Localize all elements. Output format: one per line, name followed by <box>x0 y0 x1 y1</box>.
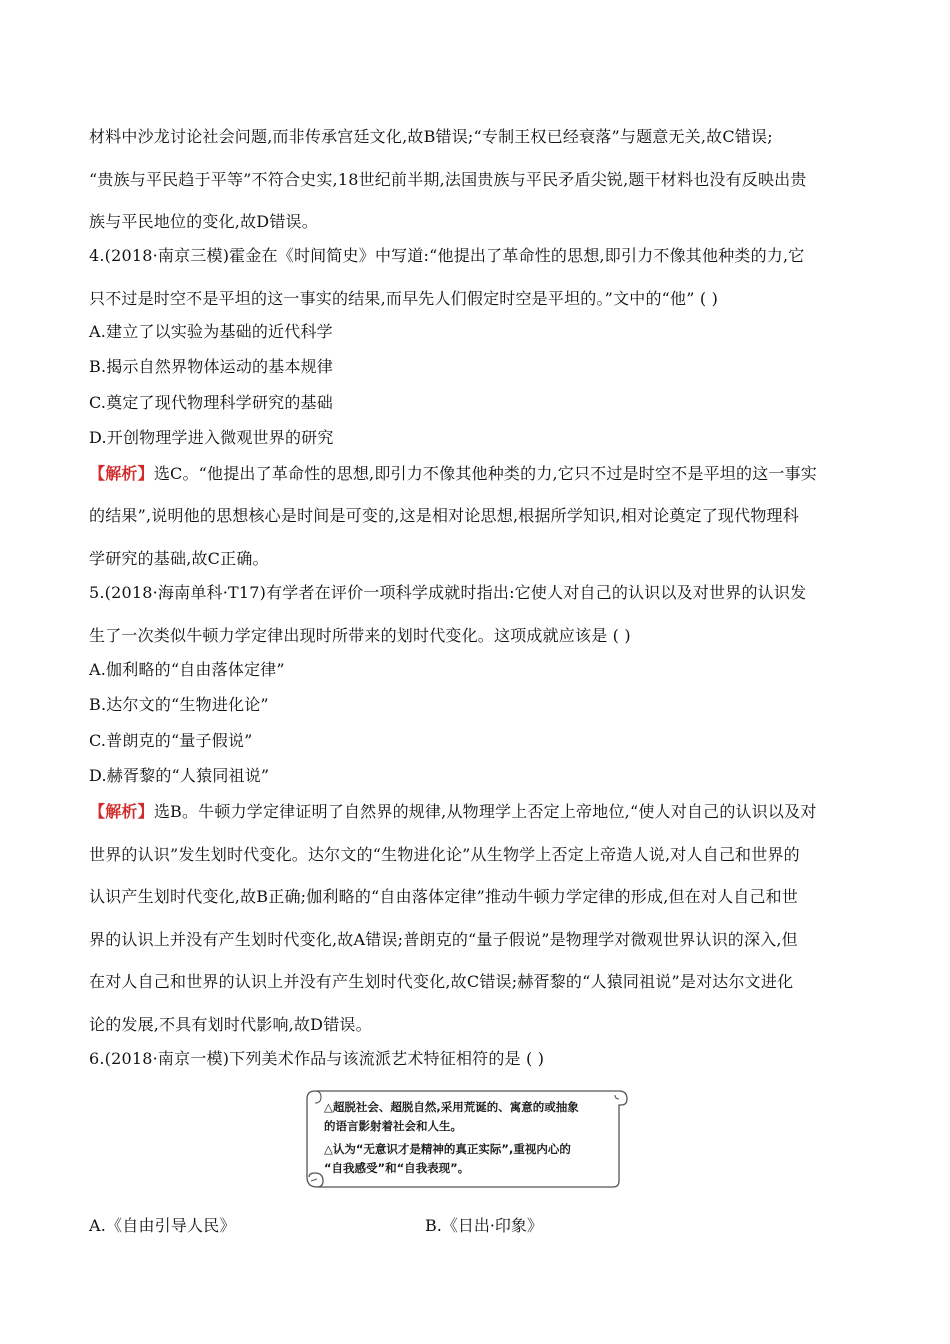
question-4-option-b: B.揭示自然界物体运动的基本规律 <box>89 357 334 376</box>
analysis-text: 选B。牛顿力学定律证明了自然界的规律,从物理学上否定上帝地位,“使人对自己的认识以及对 <box>153 802 817 821</box>
question-4-option-c: C.奠定了现代物理科学研究的基础 <box>89 393 333 412</box>
question-5-analysis <box>89 802 817 822</box>
question-5-analysis: 在对人自己和世界的认识上并没有产生划时代变化,故C错误;赫胥黎的“人猿同祖说”是对达尔文进化 <box>89 972 794 991</box>
question-5-stem: 5.(2018·海南单科·T17)有学者在评价一项科学成就时指出:它使人对自己的认识以及对世界的认识发 <box>89 583 807 602</box>
question-4-analysis: 学研究的基础,故C正确。 <box>89 549 269 568</box>
scroll-text <box>324 1098 624 1178</box>
scroll-line: △超脱社会、超脱自然,采用荒诞的、寓意的或抽象 <box>324 1100 579 1114</box>
scroll-line: △认为“无意识才是精神的真正实际”,重视内心的 <box>324 1142 571 1156</box>
scroll-banner <box>303 1085 629 1191</box>
question-5-stem: 生了一次类似牛顿力学定律出现时所带来的划时代变化。这项成就应该是 ( ) <box>89 626 631 645</box>
question-4-option-d: D.开创物理学进入微观世界的研究 <box>89 428 334 447</box>
question-4-stem: 4.(2018·南京三模)霍金在《时间简史》中写道:“他提出了革命性的思想,即引力不像其他种类的力,它 <box>89 246 805 265</box>
question-5-analysis: 认识产生划时代变化,故B正确;伽利略的“自由落体定律”推动牛顿力学定律的形成,但在对人自己和世 <box>89 887 799 906</box>
question-5-analysis: 世界的认识”发生划时代变化。达尔文的“生物进化论”从生物学上否定上帝造人说,对人自己和世界的 <box>89 845 800 864</box>
question-4-analysis: 的结果”,说明他的思想核心是时间是可变的,这是相对论思想,根据所学知识,相对论奠定了现代物理科 <box>89 506 799 525</box>
question-5-analysis: 界的认识上并没有产生划时代变化,故A错误;普朗克的“量子假说”是物理学对微观世界认识的深入,但 <box>89 930 798 949</box>
question-6-stem: 6.(2018·南京一模)下列美术作品与该流派艺术特征相符的是 ( ) <box>89 1049 545 1068</box>
question-5-option-d: D.赫胥黎的“人猿同祖说” <box>89 766 270 785</box>
analysis-text: 选C。“他提出了革命性的思想,即引力不像其他种类的力,它只不过是时空不是平坦的这一事实 <box>153 464 818 483</box>
question-5-option-c: C.普朗克的“量子假说” <box>89 731 253 750</box>
analysis-tag: 【解析】 <box>89 464 154 483</box>
scroll-line: 的语言影射着社会和人生。 <box>324 1119 462 1133</box>
question-5-analysis: 论的发展,不具有划时代影响,故D错误。 <box>89 1015 372 1034</box>
scroll-line: “自我感受”和“自我表现”。 <box>324 1161 470 1175</box>
question-5-option-a: A.伽利略的“自由落体定律” <box>89 660 285 679</box>
question-6-option-a: A.《自由引导人民》 <box>89 1216 236 1235</box>
question-6-option-b: B.《日出·印象》 <box>425 1216 543 1235</box>
question-5-option-b: B.达尔文的“生物进化论” <box>89 695 269 714</box>
question-4-analysis <box>89 464 817 484</box>
text-line: 材料中沙龙讨论社会问题,而非传承宫廷文化,故B错误;“专制王权已经衰落”与题意无关,故C错误; <box>89 127 773 146</box>
question-4-option-a: A.建立了以实验为基础的近代科学 <box>89 322 333 341</box>
text-line: “贵族与平民趋于平等”不符合史实,18世纪前半期,法国贵族与平民矛盾尖锐,题干材料也没有反映出贵 <box>89 170 807 189</box>
question-4-stem: 只不过是时空不是平坦的这一事实的结果,而早先人们假定时空是平坦的。”文中的“他” ( ) <box>89 289 719 308</box>
analysis-tag: 【解析】 <box>89 802 154 821</box>
text-line: 族与平民地位的变化,故D错误。 <box>89 212 318 231</box>
